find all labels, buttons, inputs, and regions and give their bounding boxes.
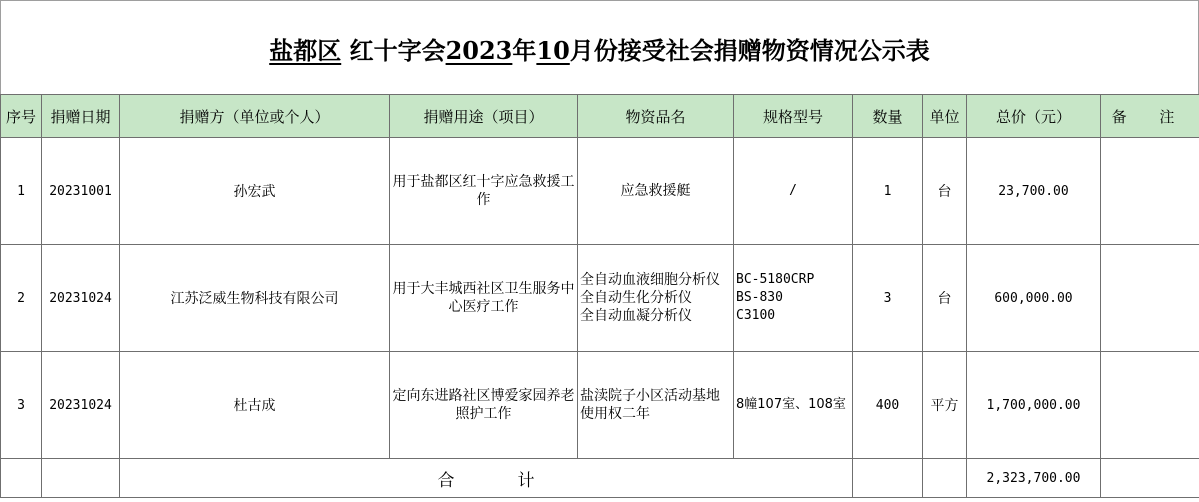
item-line: 全自动生化分析仪 bbox=[580, 290, 692, 306]
cell-spec[interactable] bbox=[734, 245, 853, 352]
cell-total[interactable]: 1,700,000.00 bbox=[967, 352, 1101, 459]
header-remark-label: 备 注 bbox=[1111, 107, 1189, 126]
total-row bbox=[1, 459, 1199, 498]
header-qty[interactable]: 数量 bbox=[853, 95, 923, 138]
spec-line: C3100 bbox=[736, 308, 776, 323]
item-line: 盐渎院子小区活动基地使用权二年 bbox=[580, 388, 720, 422]
cell-qty[interactable]: 1 bbox=[853, 138, 923, 245]
cell-item[interactable] bbox=[578, 138, 734, 245]
cell-unit[interactable] bbox=[923, 459, 967, 498]
cell-unit[interactable]: 台 bbox=[923, 245, 967, 352]
cell-date[interactable] bbox=[42, 459, 120, 498]
cell-donor[interactable]: 江苏泛威生物科技有限公司 bbox=[120, 245, 390, 352]
total-label-1: 合 bbox=[437, 470, 455, 491]
header-row bbox=[1, 95, 1199, 138]
cell-seq[interactable]: 2 bbox=[1, 245, 42, 352]
cell-date[interactable]: 20231024 bbox=[42, 352, 120, 459]
total-label-cell[interactable] bbox=[120, 459, 853, 498]
cell-donor[interactable]: 杜古成 bbox=[120, 352, 390, 459]
header-spec[interactable]: 规格型号 bbox=[734, 95, 853, 138]
cell-date[interactable]: 20231001 bbox=[42, 138, 120, 245]
spec-line: BS-830 bbox=[736, 290, 783, 305]
cell-remark[interactable] bbox=[1101, 352, 1199, 459]
cell-remark[interactable] bbox=[1101, 138, 1199, 245]
header-purpose[interactable]: 捐赠用途（项目） bbox=[390, 95, 578, 138]
table-row bbox=[1, 138, 1199, 245]
title-month: 10 bbox=[536, 35, 570, 65]
cell-item[interactable] bbox=[578, 352, 734, 459]
table-row bbox=[1, 245, 1199, 352]
cell-seq[interactable]: 1 bbox=[1, 138, 42, 245]
title-year: 2023 bbox=[445, 35, 513, 65]
title-year-unit: 年 bbox=[512, 35, 537, 65]
page-title bbox=[269, 31, 930, 66]
header-total[interactable]: 总价（元） bbox=[967, 95, 1101, 138]
spec-line: 8幢107室、108室 bbox=[736, 397, 846, 412]
header-unit[interactable]: 单位 bbox=[923, 95, 967, 138]
cell-unit[interactable]: 平方 bbox=[923, 352, 967, 459]
cell-total[interactable]: 23,700.00 bbox=[967, 138, 1101, 245]
cell-purpose[interactable]: 用于大丰城西社区卫生服务中心医疗工作 bbox=[390, 245, 578, 352]
header-donor[interactable]: 捐赠方（单位或个人） bbox=[120, 95, 390, 138]
header-date[interactable]: 捐赠日期 bbox=[42, 95, 120, 138]
cell-purpose[interactable]: 用于盐都区红十字应急救援工作 bbox=[390, 138, 578, 245]
cell-qty[interactable]: 3 bbox=[853, 245, 923, 352]
header-item[interactable]: 物资品名 bbox=[578, 95, 734, 138]
header-remark[interactable] bbox=[1101, 95, 1199, 138]
cell-donor[interactable]: 孙宏武 bbox=[120, 138, 390, 245]
cell-remark[interactable] bbox=[1101, 245, 1199, 352]
table-row bbox=[1, 352, 1199, 459]
cell-seq[interactable] bbox=[1, 459, 42, 498]
cell-total[interactable]: 600,000.00 bbox=[967, 245, 1101, 352]
item-line: 全自动血凝分析仪 bbox=[580, 308, 692, 324]
spec-line: BC-5180CRP bbox=[736, 272, 815, 287]
cell-purpose[interactable]: 定向东进路社区博爱家园养老照护工作 bbox=[390, 352, 578, 459]
cell-date[interactable]: 20231024 bbox=[42, 245, 120, 352]
cell-seq[interactable]: 3 bbox=[1, 352, 42, 459]
cell-item[interactable] bbox=[578, 245, 734, 352]
title-org: 红十字会 bbox=[349, 35, 446, 65]
cell-unit[interactable]: 台 bbox=[923, 138, 967, 245]
total-label-2: 计 bbox=[517, 470, 535, 491]
cell-qty[interactable]: 400 bbox=[853, 352, 923, 459]
cell-spec[interactable] bbox=[734, 352, 853, 459]
item-line: 全自动血液细胞分析仪 bbox=[580, 272, 720, 288]
spec-line: / bbox=[789, 183, 797, 198]
total-value[interactable]: 2,323,700.00 bbox=[967, 459, 1101, 498]
title-district: 盐都区 bbox=[269, 35, 342, 65]
cell-remark[interactable] bbox=[1101, 459, 1199, 498]
cell-spec[interactable] bbox=[734, 138, 853, 245]
donation-table bbox=[0, 94, 1199, 498]
cell-qty[interactable] bbox=[853, 459, 923, 498]
title-rest: 月份接受社会捐赠物资情况公示表 bbox=[569, 35, 930, 65]
title-row bbox=[0, 0, 1199, 95]
item-line: 应急救援艇 bbox=[620, 183, 691, 199]
header-seq[interactable]: 序号 bbox=[1, 95, 42, 138]
